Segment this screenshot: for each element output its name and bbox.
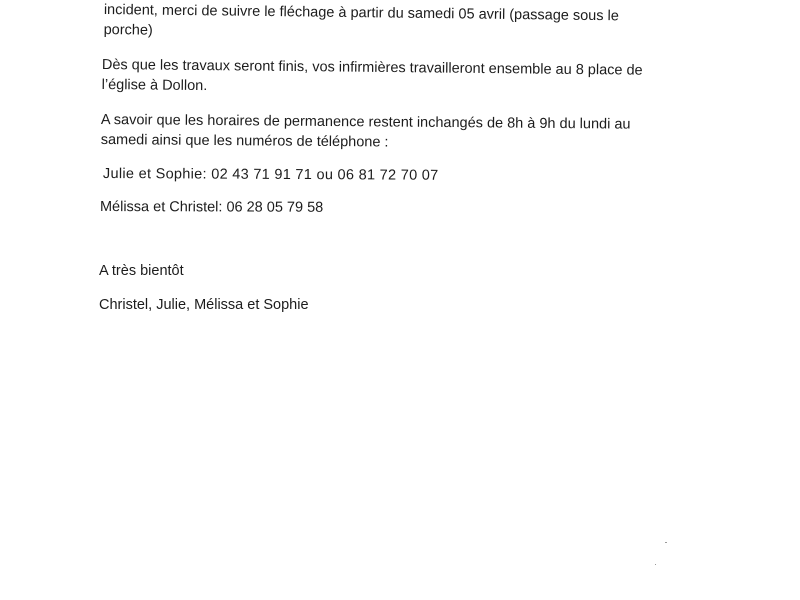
- scan-speck: [665, 542, 667, 543]
- text-line: samedi ainsi que les numéros de téléphone :: [100, 131, 389, 151]
- text-line: l’église à Dollon.: [101, 76, 208, 95]
- paragraph-new-address: [102, 55, 643, 101]
- text-line: Dès que les travaux seront finis, vos infirmières travailleront ensemble au 8 place de: [101, 56, 643, 79]
- scan-speck: [655, 564, 656, 565]
- text-line: incident, merci de suivre le fléchage à partir du samedi 05 avril (passage sous le: [103, 1, 619, 25]
- text-line: porche): [103, 21, 153, 39]
- closing-text: A très bientôt: [99, 263, 184, 279]
- signature: Christel, Julie, Mélissa et Sophie: [99, 297, 309, 313]
- phone-line-melissa-christel: Mélissa et Christel: 06 28 05 79 58: [99, 198, 324, 216]
- paragraph-hours-info: [101, 110, 631, 155]
- phone-line-julie-sophie: Julie et Sophie: 02 43 71 91 71 ou 06 81 72 70 07: [102, 165, 439, 184]
- text-line: A savoir que les horaires de permanence restent inchangés de 8h à 9h du lundi au: [100, 111, 631, 133]
- paragraph-signage-instructions: [104, 0, 619, 46]
